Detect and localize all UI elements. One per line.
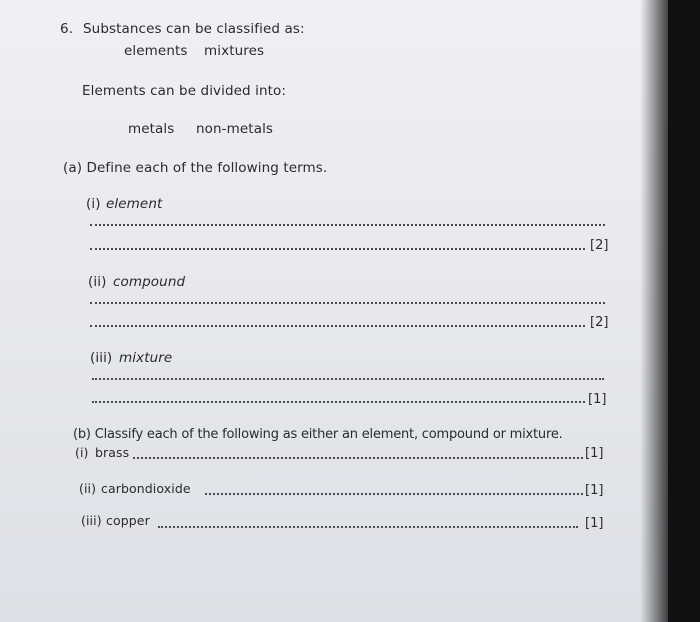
- answer-line[interactable]: [158, 526, 578, 528]
- part-b-i-substance: brass: [95, 445, 130, 460]
- part-a-iii-term: mixture: [119, 350, 173, 366]
- page-edge-shadow: [640, 0, 700, 622]
- type-non-metals: non-metals: [196, 121, 274, 137]
- part-b-i-number: (i): [75, 445, 89, 460]
- answer-line[interactable]: [90, 224, 605, 226]
- question-intro: Substances can be classified as:: [83, 21, 305, 37]
- question-number: 6.: [60, 21, 74, 37]
- class-elements: elements: [124, 43, 188, 59]
- answer-line[interactable]: [92, 401, 585, 403]
- part-a-label: (a) Define each of the following terms.: [63, 160, 328, 176]
- mark-b-iii: [1]: [585, 516, 604, 531]
- part-b-iii-number: (iii): [81, 513, 102, 528]
- answer-line[interactable]: [92, 378, 604, 380]
- part-a-iii-number: (iii): [90, 350, 113, 366]
- class-mixtures: mixtures: [204, 43, 265, 59]
- part-a-i-number: (i): [86, 196, 101, 212]
- answer-line[interactable]: [90, 302, 605, 304]
- elements-intro: Elements can be divided into:: [82, 83, 287, 99]
- answer-line[interactable]: [90, 248, 585, 250]
- part-a-ii-number: (ii): [88, 274, 107, 290]
- mark-a-ii: [2]: [590, 315, 609, 330]
- part-b-label: (b) Classify each of the following as either an element, compound or mixture.: [73, 427, 563, 442]
- answer-line[interactable]: [133, 457, 583, 459]
- part-b-ii-number: (ii): [79, 481, 97, 496]
- mark-a-i: [2]: [590, 238, 609, 253]
- mark-b-i: [1]: [585, 446, 604, 461]
- answer-line[interactable]: [205, 493, 583, 495]
- mark-b-ii: [1]: [585, 483, 604, 498]
- answer-line[interactable]: [90, 325, 585, 327]
- part-b-iii-substance: copper: [106, 513, 150, 528]
- part-a-i-term: element: [106, 196, 163, 212]
- mark-a-iii: [1]: [588, 392, 607, 407]
- type-metals: metals: [128, 121, 175, 137]
- part-a-ii-term: compound: [113, 274, 186, 290]
- part-b-ii-substance: carbondioxide: [101, 481, 191, 496]
